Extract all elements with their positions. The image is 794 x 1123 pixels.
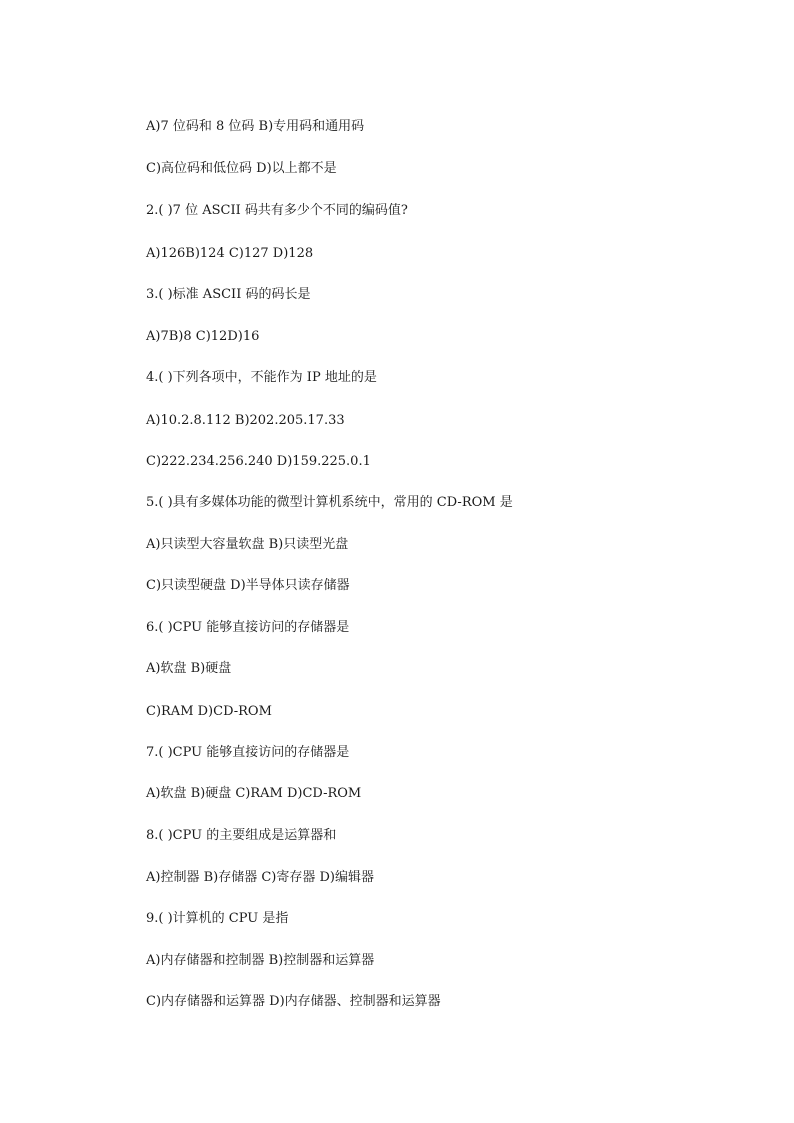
- option-line-q4-ab: A)10.2.8.112 B)202.205.17.33: [146, 413, 345, 428]
- option-line-q6-cd: C)RAM D)CD-ROM: [146, 704, 272, 719]
- option-line-q6-ab: A)软盘 B)硬盘: [146, 661, 232, 676]
- question-3: 3.( )标准 ASCII 码的码长是: [146, 287, 311, 302]
- option-line-q2: A)126B)124 C)127 D)128: [146, 246, 314, 261]
- option-line-q3: A)7B)8 C)12D)16: [146, 329, 260, 344]
- option-line-q1-ab: A)7 位码和 8 位码 B)专用码和通用码: [146, 119, 365, 134]
- question-2: 2.( )7 位 ASCII 码共有多少个不同的编码值?: [146, 203, 408, 218]
- option-line-q5-cd: C)只读型硬盘 D)半导体只读存储器: [146, 578, 350, 593]
- option-line-q8: A)控制器 B)存储器 C)寄存器 D)编辑器: [146, 870, 374, 885]
- document-page: [146, 0, 766, 1123]
- question-4: 4.( )下列各项中，不能作为 IP 地址的是: [146, 370, 377, 385]
- question-9: 9.( )计算机的 CPU 是指: [146, 911, 289, 926]
- question-7: 7.( )CPU 能够直接访问的存储器是: [146, 745, 350, 760]
- option-line-q9-cd: C)内存储器和运算器 D)内存储器、控制器和运算器: [146, 994, 441, 1009]
- question-8: 8.( )CPU 的主要组成是运算器和: [146, 828, 337, 843]
- question-6: 6.( )CPU 能够直接访问的存储器是: [146, 620, 350, 635]
- option-line-q4-cd: C)222.234.256.240 D)159.225.0.1: [146, 454, 371, 469]
- option-line-q7: A)软盘 B)硬盘 C)RAM D)CD-ROM: [146, 786, 362, 801]
- question-5: 5.( )具有多媒体功能的微型计算机系统中，常用的 CD-ROM 是: [146, 495, 513, 510]
- option-line-q5-ab: A)只读型大容量软盘 B)只读型光盘: [146, 537, 349, 552]
- option-line-q1-cd: C)高位码和低位码 D)以上都不是: [146, 161, 337, 176]
- option-line-q9-ab: A)内存储器和控制器 B)控制器和运算器: [146, 953, 375, 968]
